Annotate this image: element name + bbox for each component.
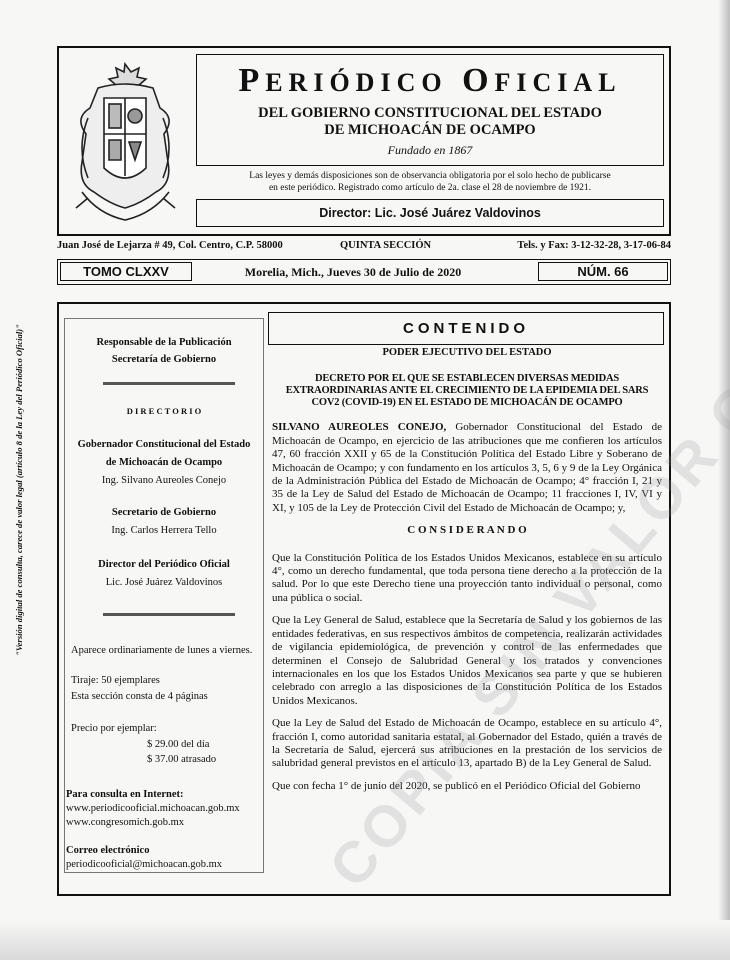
issue-number: NÚM. 66 [538, 262, 668, 281]
sidebar-divider [103, 382, 235, 385]
decree-intro: SILVANO AUREOLES CONEJO, Gobernador Constitucional del Estado de Michoacán de Ocampo, en ejercicio de las atribuciones que me confieren los artículos 47, 60 fracción XXII y 65 de la Constitución Política del Estado Libre y Soberano de Michoacán de Ocampo; y con fundamento en los artículos 3, 5, 6 y 9 de la Ley Orgánica de la Administración Pública del Estado de Michoacán de Ocampo; 4° fracción I, 21 y 35 de la Ley de Salud del Estado de Michoacán de Ocampo; 11 fracciones I, IV, VI y XI, y 105 de la Ley de Protección Civil del Estado de Michoacán de Ocampo; y, [272, 421, 662, 514]
director-block: Director del Periódico Oficial Lic. José Juárez Valdovinos [98, 559, 230, 588]
masthead-subtitle-2: DE MICHOACÁN DE OCAMPO [324, 122, 536, 138]
masthead-title-box [196, 54, 664, 166]
website-link-2[interactable]: www.congresomich.gob.mx [66, 817, 185, 828]
decree-title: DECRETO POR EL QUE SE ESTABLECEN DIVERSAS MEDIDAS EXTRAORDINARIAS ANTE EL CRECIMIENTO DE LA EPIDEMIA DEL SARS COV2 (COVID-19) EN EL ESTADO DE MICHOACÁN DE OCAMPO [285, 373, 649, 409]
page-edge-shadow [718, 0, 730, 960]
paragraph: Que la Ley de Salud del Estado de Michoacán de Ocampo, establece en su artículo 4°, fracción I, como autoridad sanitaria estatal, al Gobernador del Estado, quién a través de la Secretaría de Salud, ejercerá sus atribuciones en la prestación de los servicios de salubridad general previstos en el artículo 13, apartado B) de la Ley General de Salud. [272, 717, 662, 770]
website-link-1[interactable]: www.periodicooficial.michoacan.gob.mx [66, 803, 240, 814]
issue-bar [57, 259, 671, 285]
email-link[interactable]: periodicooficial@michoacan.gob.mx [66, 859, 223, 870]
tomo-label: TOMO CLXXV [60, 262, 192, 281]
print-run: Tiraje: 50 ejemplares Esta sección consta de 4 páginas [71, 675, 208, 702]
appears-note: Aparece ordinariamente de lunes a viernes. [71, 645, 253, 656]
directory-heading: D I R E C T O R I O [126, 406, 202, 416]
issue-dateline: Morelia, Mich., Jueves 30 de Julio de 2020 [244, 265, 462, 279]
contents-heading: CONTENIDO [268, 312, 664, 345]
phone-text: Tels. y Fax: 3-12-32-28, 3-17-06-84 [517, 240, 671, 251]
legal-notice: Las leyes y demás disposiciones son de observancia obligatoria por el solo hecho de publicarse en este periódico. Registrado como artículo de 2a. clase el 28 de noviembre de 1921. [249, 171, 611, 193]
section-label: QUINTA SECCIÓN [340, 240, 432, 251]
state-coat-of-arms-icon [68, 58, 183, 228]
founded-line: Fundado en 1867 [387, 143, 473, 157]
masthead-subtitle-1: DEL GOBIERNO CONSTITUCIONAL DEL ESTADO [258, 105, 602, 121]
paragraph: Que la Ley General de Salud, establece que la Secretaría de Salud y los gobiernos de las entidades federativas, en sus respectivos ámbitos de competencia, realizarán actividades de vigilancia epidemiológica, de prevención y control de las enfermedades que determinen el Consejo de Salubridad General y los tratados y convenciones internacionales en los que los Estados Unidos Mexicanos sea parte y que se hubieren celebrado con arreglo a las disposiciones de la Constitución Política de los Estados Unidos Mexicanos. [272, 614, 662, 707]
secretary-block: Secretario de Gobierno Ing. Carlos Herrera Tello [111, 507, 217, 536]
contents-body [272, 346, 662, 802]
branch-heading: PODER EJECUTIVO DEL ESTADO [382, 347, 552, 358]
governor-block: Gobernador Constitucional del Estado de Michoacán de Ocampo Ing. Silvano Aureoles Conejo [77, 439, 251, 486]
address-text: Juan José de Lejarza # 49, Col. Centro, C.P. 58000 [57, 240, 283, 251]
paragraph: Que la Constitución Política de los Estados Unidos Mexicanos, establece en su artículo 4°, como un derecho fundamental, que toda persona tiene derecho a la protección de la salud. Por lo que este Derecho tiene una proyección tanto individual o personal, como una pública o social. [272, 551, 662, 604]
page-bottom-shadow [0, 920, 730, 960]
internet-block: Para consulta en Internet: www.periodicooficial.michoacan.gob.mx www.congresomich.gob.mx [66, 788, 264, 830]
paragraph: Que con fecha 1° de junio del 2020, se publicó en el Periódico Oficial del Gobierno [272, 779, 641, 792]
digital-version-note: "Versión digital de consulta, carece de valor legal (artículo 8 de la Ley del Periódico Oficial)" [14, 324, 24, 656]
considerando-heading: C O N S I D E R A N D O [407, 524, 527, 537]
email-block: Correo electrónico periodicooficial@michoacan.gob.mx [66, 844, 264, 872]
sidebar-divider [103, 613, 235, 616]
price-block: Precio por ejemplar: $ 29.00 del día $ 37.00 atrasado [71, 723, 217, 765]
newspaper-title: PERIÓDICO OFICIAL [238, 62, 622, 99]
responsible-title: Responsable de la Publicación Secretaría de Gobierno [96, 337, 232, 365]
director-line: Director: Lic. José Juárez Valdovinos [196, 199, 664, 227]
